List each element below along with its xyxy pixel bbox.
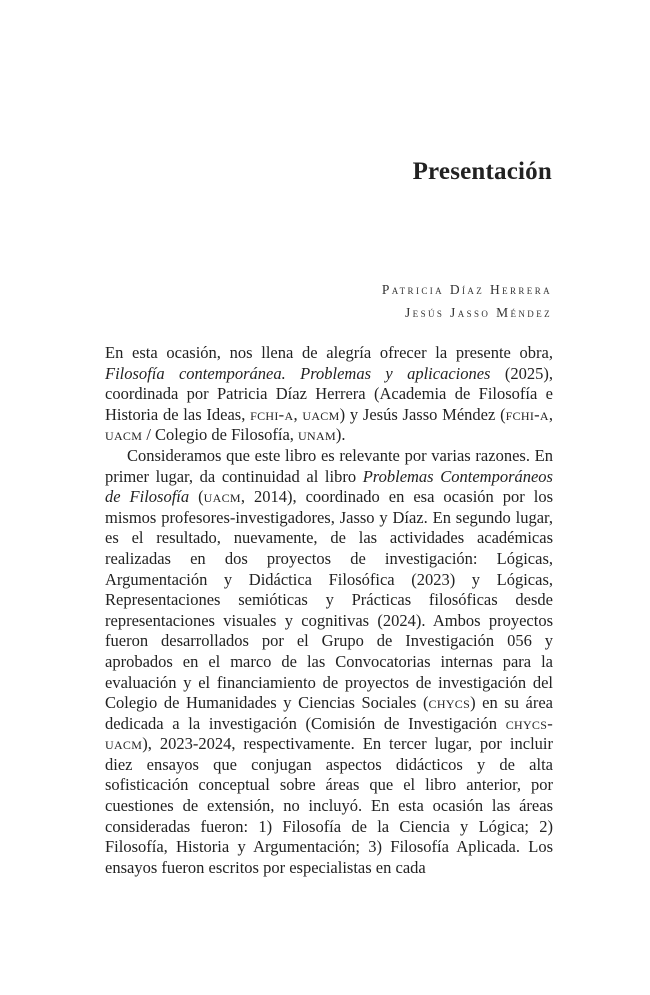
institution-abbrev: chycs-uacm [105, 713, 553, 754]
text-run: , [548, 404, 554, 424]
text-run: Consideramos que este libro es relevante por varias razones. En primer lugar, da continuidad al libro [105, 445, 553, 486]
text-run: , 2014), coordinado en esa ocasión por los mismos profesores-investigadores, Jasso y Díaz. En segundo lugar, es el resultado, nuevamente, de las actividades académicas realizadas en dos proyectos de investigación: Lógicas, Argumentación y Didáctica Filosófica (2023) y Lógicas, Representaciones semióticas y Prácticas filosóficas desde representaciones visuales y cognitivas (2024). Ambos proyectos fueron desarrollados por el Grupo de Investigación 056 y aprobados en el marco de las Convocatorias internas para la evaluación y el financiamiento de proyectos de investigación del Colegio de Humanidades y Ciencias Sociales ( [105, 487, 554, 713]
text-run: ) en su área dedicada a la investigación (Comisión de Investigación [105, 693, 553, 733]
book-title-italic: Problemas Contemporáneos de Filosofía [105, 466, 553, 507]
text-run: / Colegio de Filosofía, [142, 425, 299, 445]
body-text [105, 343, 553, 878]
text-run: ), 2023-2024, respectivamente. En tercer lugar, por incluir diez ensayos que conjugan aspectos didácticos y de alta sofisticación conceptual sobre áreas que el libro anterior, por cuestiones de extensión, no incluyó. En esta ocasión las áreas consideradas fueron: 1) Filosofía de la Ciencia y Lógica; 2) Filosofía, Historia y Argumentación; 3) Filosofía Aplicada. Los ensayos fueron escritos por especialistas en cada [105, 734, 553, 877]
author-list [382, 278, 552, 324]
book-title-italic: Filosofía contemporánea. Problemas y aplicaciones [105, 363, 491, 383]
text-run: ( [189, 487, 204, 507]
institution-abbrev: fchi-a [505, 404, 549, 424]
text-run: ) y Jesús Jasso Méndez ( [339, 404, 506, 424]
paragraph [105, 343, 553, 446]
institution-abbrev: uacm [302, 404, 340, 424]
institution-abbrev: chycs [428, 693, 471, 713]
text-run: ). [335, 425, 346, 445]
author-name: Jesús Jasso Méndez [405, 305, 552, 320]
text-run: (2025), coordinada por Patricia Díaz Herrera (Academia de Filosofía e Historia de las Ideas, [105, 363, 553, 424]
institution-abbrev: uacm [105, 425, 143, 445]
institution-abbrev: unam [298, 425, 336, 445]
paragraph [105, 446, 553, 878]
text-run: En esta ocasión, nos llena de alegría ofrecer la presente obra, [105, 343, 553, 362]
institution-abbrev: uacm [203, 487, 241, 507]
author-name: Patricia Díaz Herrera [381, 282, 552, 297]
institution-abbrev: fchi-a [250, 404, 294, 424]
text-run: , [293, 404, 303, 424]
chapter-title: Presentación [412, 158, 552, 185]
